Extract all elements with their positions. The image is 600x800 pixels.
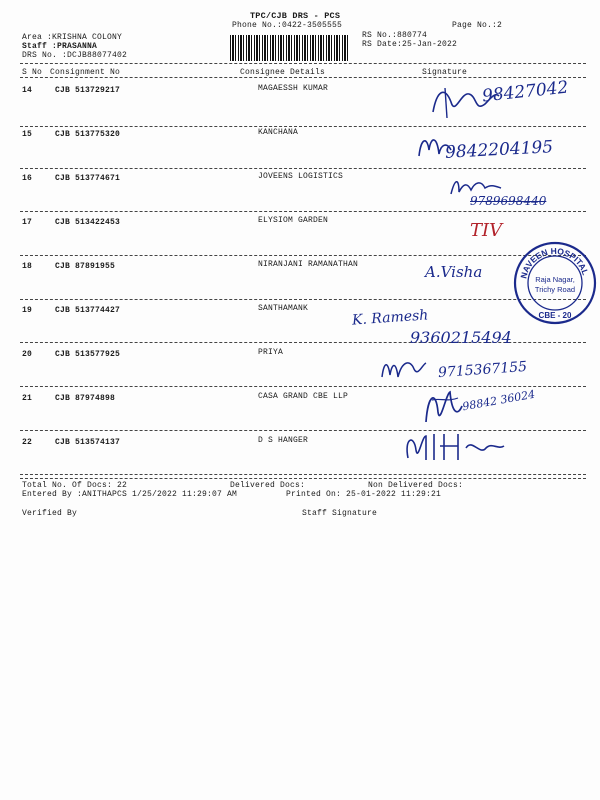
delivered-docs: Delivered Docs: [230, 481, 306, 490]
handwritten-signature-18: A.Visha [425, 263, 483, 281]
handwritten-phone-16: 9789698440 [470, 194, 547, 208]
col-consignee: Consignee Details [240, 68, 326, 77]
row-divider [20, 474, 586, 475]
row-consignment: CJB 513774671 [55, 174, 121, 183]
verified-by: Verified By [22, 509, 78, 518]
row-divider [20, 386, 586, 387]
columns-divider [20, 77, 586, 78]
row-sno: 17 [22, 218, 33, 227]
col-signature: Signature [422, 68, 468, 77]
row-consignment: CJB 513775320 [55, 130, 121, 139]
footer-divider [20, 478, 586, 479]
rs-number: RS No.:880774 [362, 31, 428, 40]
row-consignment: CJB 513574137 [55, 438, 121, 447]
staff-signature: Staff Signature [302, 509, 378, 518]
non-delivered-docs: Non Delivered Docs: [368, 481, 464, 490]
stamp-bottom-text: CBE - 20 [538, 311, 572, 320]
row-consignee: KANCHANA [258, 128, 299, 137]
handwritten-phone-14: 98427042 [481, 77, 570, 107]
row-divider [20, 299, 586, 300]
stamp-ring-text: NAVEEN HOSPITAL [518, 245, 591, 280]
row-sno: 20 [22, 350, 33, 359]
row-sno: 19 [22, 306, 33, 315]
row-consignee: D S HANGER [258, 436, 309, 445]
row-consignee: CASA GRAND CBE LLP [258, 392, 349, 401]
row-sno: 14 [22, 86, 33, 95]
row-sno: 15 [22, 130, 33, 139]
document-title: TPC/CJB DRS - PCS [250, 11, 341, 21]
row-sno: 18 [22, 262, 33, 271]
stamp-line-1: Raja Nagar, [535, 275, 575, 284]
row-divider [20, 255, 586, 256]
row-sno: 16 [22, 174, 33, 183]
row-divider [20, 126, 586, 127]
signature-scribble-20 [378, 355, 428, 383]
staff-label: Staff :PRASANNA [22, 42, 98, 51]
col-consignment: Consignment No [50, 68, 121, 77]
row-divider [20, 211, 586, 212]
row-consignee: JOVEENS LOGISTICS [258, 172, 344, 181]
rs-date: RS Date:25-Jan-2022 [362, 40, 458, 49]
row-consignee: SANTHAMANK [258, 304, 309, 313]
header-divider [20, 63, 586, 64]
handwritten-phone-21: 98842 36024 [461, 387, 537, 414]
signature-scribble-21 [418, 386, 466, 430]
signature-scribble-22 [400, 428, 510, 466]
drs-number: DRS No. :DCJB88077402 [22, 51, 128, 60]
row-consignee: PRIYA [258, 348, 284, 357]
row-consignee: ELYSIOM GARDEN [258, 216, 329, 225]
row-sno: 22 [22, 438, 33, 447]
row-consignment: CJB 87891955 [55, 262, 116, 271]
handwritten-name-19: K. Ramesh [351, 307, 429, 329]
page-number: Page No.:2 [452, 21, 503, 30]
row-consignee: MAGAESSH KUMAR [258, 84, 329, 93]
row-consignment: CJB 513729217 [55, 86, 121, 95]
phone-number: Phone No.:0422-3505555 [232, 21, 343, 30]
handwritten-phone-20: 9715367155 [437, 358, 528, 382]
row-consignment: CJB 513422453 [55, 218, 121, 227]
total-docs: Total No. Of Docs: 22 [22, 481, 128, 490]
barcode-image [230, 35, 350, 61]
printed-on: Printed On: 25-01-2022 11:29:21 [286, 490, 442, 499]
area-label: Area :KRISHNA COLONY [22, 33, 123, 42]
handwritten-tiv: TIV [470, 220, 503, 241]
col-sno: S No [22, 68, 43, 77]
row-sno: 21 [22, 394, 33, 403]
stamp-line-2: Trichy Road [534, 285, 576, 294]
row-divider [20, 168, 586, 169]
entered-by: Entered By :ANITHAPCS 1/25/2022 11:29:07 AM [22, 490, 238, 499]
handwritten-phone-19: 9360215494 [410, 328, 512, 347]
hospital-stamp [512, 240, 598, 326]
row-consignee: NIRANJANI RAMANATHAN [258, 260, 359, 269]
row-consignment: CJB 87974898 [55, 394, 116, 403]
handwritten-phone-15: 9842204195 [444, 137, 554, 163]
row-consignment: CJB 513577925 [55, 350, 121, 359]
row-consignment: CJB 513774427 [55, 306, 121, 315]
